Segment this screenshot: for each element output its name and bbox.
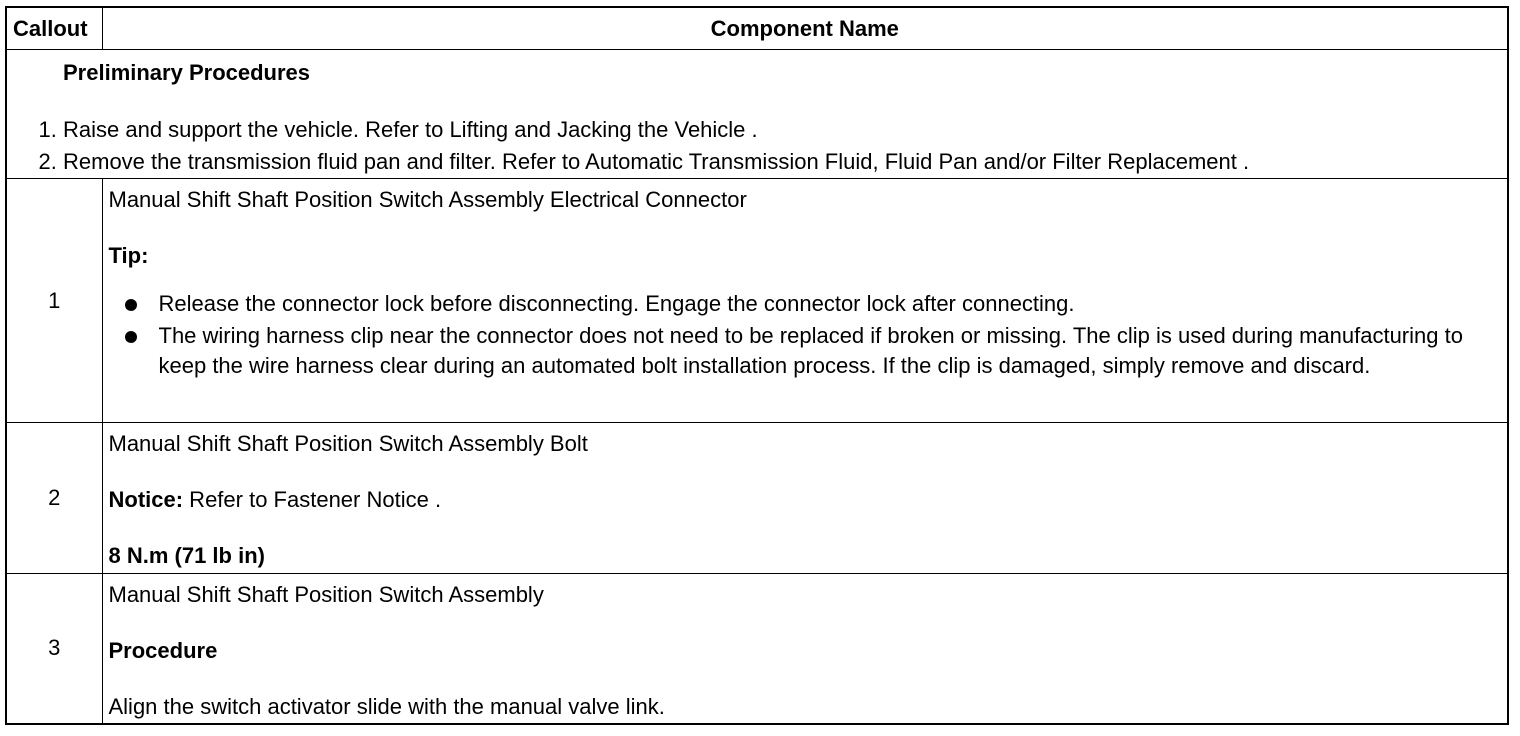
- bullet-icon: [125, 331, 137, 343]
- preliminary-title: Preliminary Procedures: [63, 60, 311, 85]
- tip-item: [159, 289, 1508, 319]
- component-name: Manual Shift Shaft Position Switch Assembly: [108, 582, 544, 607]
- tip-list: [109, 289, 1508, 381]
- notice-line: [109, 487, 1508, 513]
- preliminary-row: [6, 50, 1508, 179]
- preliminary-cell: [6, 50, 1508, 179]
- callout-header: Callout: [6, 7, 102, 50]
- bullet-icon: [125, 299, 137, 311]
- procedure-label: Procedure: [108, 638, 218, 663]
- component-cell: [102, 179, 1508, 423]
- notice-label: Notice:: [108, 487, 184, 512]
- procedure-text: Align the switch activator slide with the manual valve link.: [108, 694, 665, 719]
- table-row: [6, 423, 1508, 574]
- tip-label: Tip:: [108, 243, 149, 268]
- callout-number: 1: [6, 179, 102, 423]
- component-name-header: Component Name: [102, 7, 1508, 50]
- header-row: [6, 7, 1508, 50]
- component-name: Manual Shift Shaft Position Switch Assembly Electrical Connector: [108, 187, 747, 212]
- notice-text: Refer to Fastener Notice .: [183, 487, 442, 512]
- tip-text: Release the connector lock before disconnecting. Engage the connector lock after connecting.: [158, 291, 1075, 316]
- component-cell: [102, 574, 1508, 724]
- tip-item: [159, 321, 1508, 381]
- component-table: [5, 6, 1509, 725]
- torque-spec: 8 N.m (71 lb in): [108, 543, 265, 568]
- tip-text: The wiring harness clip near the connector does not need to be replaced if broken or missing. The clip is used during manufacturing to keep the wire harness clear during an automated bolt installation process. If the clip is damaged, simply remove and discard.: [158, 323, 1463, 378]
- table-row: [6, 574, 1508, 724]
- preliminary-step: 2. Remove the transmission fluid pan and filter. Refer to Automatic Transmission Fluid, Fluid Pan and/or Filter Replacement .: [63, 146, 1507, 178]
- callout-number: 2: [6, 423, 102, 574]
- callout-number: 3: [6, 574, 102, 724]
- preliminary-step: 1. Raise and support the vehicle. Refer to Lifting and Jacking the Vehicle .: [63, 114, 1507, 146]
- component-name: Manual Shift Shaft Position Switch Assembly Bolt: [108, 431, 588, 456]
- component-cell: [102, 423, 1508, 574]
- table-row: [6, 179, 1508, 423]
- preliminary-steps: [7, 114, 1507, 178]
